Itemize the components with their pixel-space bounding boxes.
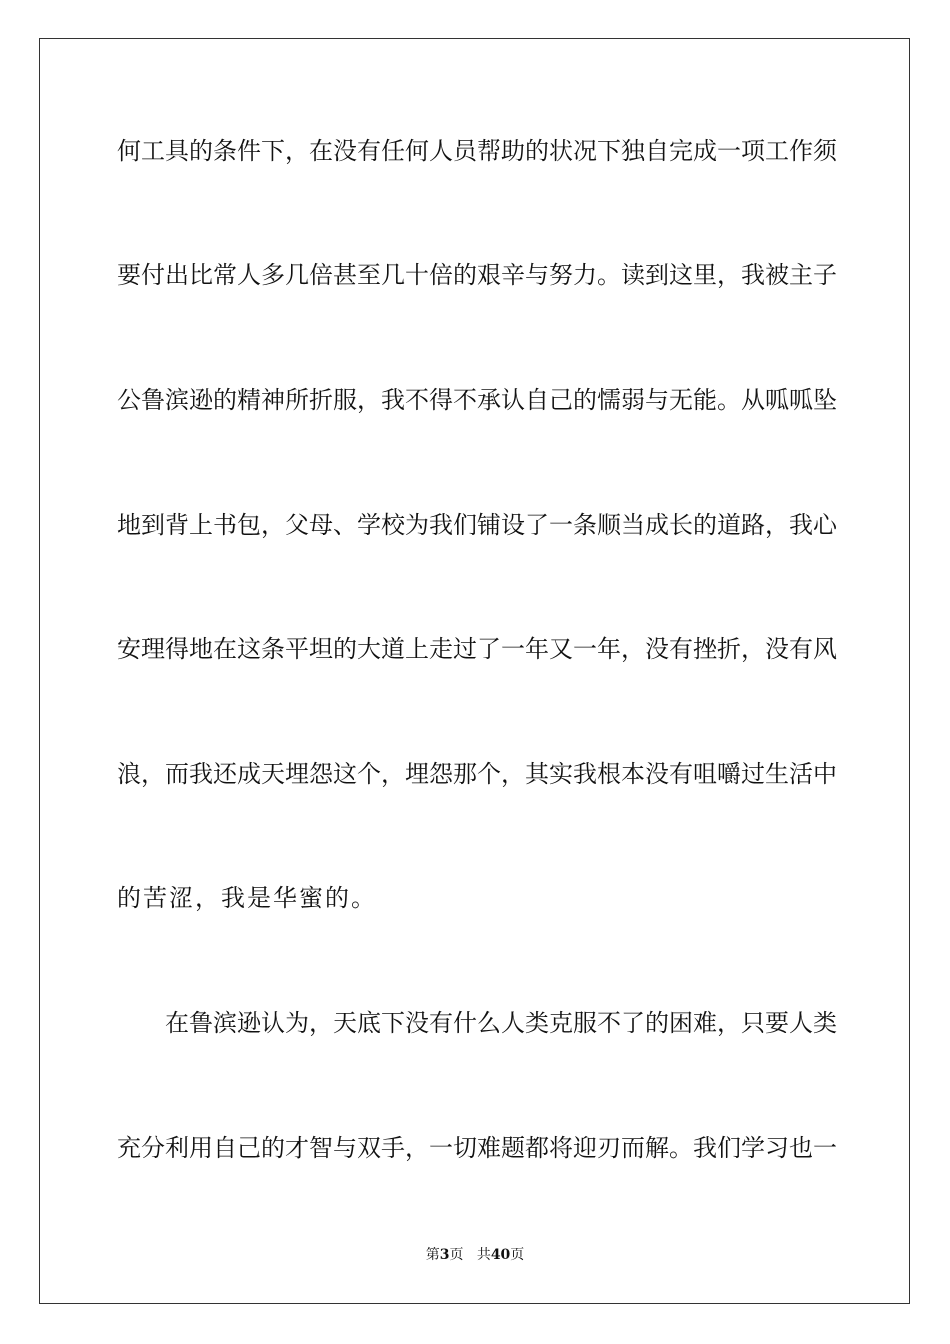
text-char: 当 [621,511,645,539]
text-char: 人 [429,137,453,165]
body-line-8-indented [165,1008,837,1038]
text-char: 有 [429,1009,453,1037]
text-char: 人 [501,1009,525,1037]
text-char: 折 [309,386,333,414]
text-char: 要 [117,261,141,289]
text-char: 在 [213,635,237,663]
text-char: 都 [525,1134,549,1162]
text-char: 不 [597,1009,621,1037]
body-line-4 [117,510,837,540]
text-char: 们 [717,1134,741,1162]
text-char: 难 [693,1009,717,1037]
text-char: 年 [597,635,621,663]
text-char: 埋 [405,760,429,788]
text-char: 了 [477,635,501,663]
text-char: 怨 [429,760,453,788]
text-char: 被 [765,261,789,289]
text-char: 我 [189,760,213,788]
text-char: 逊 [189,386,213,414]
text-char: 上 [405,635,429,663]
text-char: ， [717,261,741,289]
text-char: 解 [645,1134,669,1162]
text-char: 一 [813,1134,837,1162]
text-char: 主 [789,261,813,289]
text-char: 条 [573,511,597,539]
total-label-prefix: 共 [476,1247,491,1263]
text-char: 与 [645,386,669,414]
text-char: 能 [693,386,717,414]
body-line-2 [117,260,837,290]
text-char: 实 [549,760,573,788]
text-char: 完 [669,137,693,165]
page-border [39,38,910,1304]
text-char: 成 [693,137,717,165]
text-char: 过 [453,635,477,663]
text-char: 根 [597,760,621,788]
text-char: 刃 [597,1134,621,1162]
text-char: 也 [789,1134,813,1162]
text-char: 顺 [597,511,621,539]
text-char: 题 [501,1134,525,1162]
text-char: 活 [789,760,813,788]
text-char: 了 [621,1009,645,1037]
text-char: 道 [717,511,741,539]
text-char: 在 [165,1009,189,1037]
text-char: 己 [237,1134,261,1162]
text-char: ， [741,635,765,663]
text-char: 挫 [693,635,717,663]
text-char: 克 [549,1009,573,1037]
text-char: 一 [573,635,597,663]
text-char: ， [381,760,405,788]
text-char: 下 [261,137,285,165]
text-char: 多 [261,261,285,289]
page-footer [0,1246,950,1264]
text-char: 要 [765,1009,789,1037]
text-char: 人 [237,261,261,289]
text-char: 折 [717,635,741,663]
text-char: 充 [117,1134,141,1162]
text-char: 读 [621,261,645,289]
text-char: 服 [573,1009,597,1037]
text-char: 我 [573,760,597,788]
text-char: 鲁 [189,1009,213,1037]
text-char: 员 [453,137,477,165]
text-char: 须 [813,137,837,165]
text-char: 个 [357,760,381,788]
text-char: 的 [645,1009,669,1037]
text-char: 倍 [429,261,453,289]
text-char: 地 [117,511,141,539]
text-char: 里 [693,261,717,289]
text-char: 长 [669,511,693,539]
text-char: 艰 [477,261,501,289]
text-char: 。 [669,1134,693,1162]
text-char: 神 [261,386,285,414]
text-char: 又 [549,635,573,663]
total-pages: 40 [490,1247,511,1263]
text-char: 地 [189,635,213,663]
text-char: 成 [237,760,261,788]
text-char: 理 [141,635,165,663]
text-char: 类 [525,1009,549,1037]
text-char: 比 [189,261,213,289]
text-char: 天 [261,760,285,788]
text-char: 鲁 [141,386,165,414]
page-label-suffix: 页 [449,1247,464,1263]
text-char: 条 [213,137,237,165]
text-char: 服 [333,386,357,414]
text-char: 们 [453,511,477,539]
text-char: 任 [381,137,405,165]
text-char: 呱 [765,386,789,414]
text-char: 的 [213,386,237,414]
text-char: 条 [261,635,285,663]
text-char: 迎 [573,1134,597,1162]
total-label-suffix: 页 [510,1247,525,1263]
text-char: 而 [621,1134,645,1162]
text-char: 背 [165,511,189,539]
text-char: 走 [429,635,453,663]
text-char: 我 [429,511,453,539]
text-char: 子 [813,261,837,289]
text-char: 何 [405,137,429,165]
text-char: 帮 [477,137,501,165]
text-char: 埋 [285,760,309,788]
text-char: 力 [573,261,597,289]
text-char: 没 [645,635,669,663]
text-char: 下 [381,1009,405,1037]
text-char: 学 [741,1134,765,1162]
text-char: 到 [645,261,669,289]
text-char: 手 [381,1134,405,1162]
text-char: 大 [357,635,381,663]
text-char: 上 [189,511,213,539]
text-char: 常 [213,261,237,289]
body-line-6 [117,759,837,789]
text-char: 其 [525,760,549,788]
text-char: 浪 [117,760,141,788]
text-char: 况 [573,137,597,165]
text-char: 承 [477,386,501,414]
text-char: 的 [573,386,597,414]
text-char: 双 [357,1134,381,1162]
text-char: 何 [117,137,141,165]
text-char: 我 [693,1134,717,1162]
text-char: 公 [117,386,141,414]
text-char: 十 [405,261,429,289]
text-char: 的 [693,511,717,539]
text-char: 成 [645,511,669,539]
text-char: ， [621,635,645,663]
text-char: 道 [381,635,405,663]
text-char: ， [261,511,285,539]
text-char: 个 [477,760,501,788]
text-char: 得 [429,386,453,414]
text-char: 人 [789,1009,813,1037]
text-char: 切 [453,1134,477,1162]
page-label-prefix: 第 [425,1247,440,1263]
text-char: 出 [165,261,189,289]
text-char: 利 [165,1134,189,1162]
text-char: 付 [141,261,165,289]
text-char: 下 [597,137,621,165]
text-char: 有 [357,137,381,165]
text-char: 到 [141,511,165,539]
text-char: 几 [285,261,309,289]
body-line-9 [117,1133,837,1163]
text-char: 这 [333,760,357,788]
text-char: 咀 [693,760,717,788]
text-char: ， [285,137,309,165]
text-char: 在 [309,137,333,165]
text-char: 助 [501,137,525,165]
text-char: 中 [813,760,837,788]
text-char: 至 [357,261,381,289]
text-char: 坦 [309,635,333,663]
text-char: 一 [717,137,741,165]
text-char: 认 [261,1009,285,1037]
text-char: 自 [213,1134,237,1162]
text-char: 件 [237,137,261,165]
text-char: 认 [501,386,525,414]
text-char: 母 [309,511,333,539]
text-char: 用 [189,1134,213,1162]
text-char: 书 [213,511,237,539]
text-char: 一 [549,511,573,539]
text-char: 类 [813,1009,837,1037]
text-char: 辛 [501,261,525,289]
text-char: 才 [285,1134,309,1162]
text-char: 有 [669,760,693,788]
text-char: 。 [597,261,621,289]
text-char: 分 [141,1134,165,1162]
body-line-5 [117,634,837,664]
text-char: 几 [381,261,405,289]
text-char: 独 [621,137,645,165]
body-line-7: 的苦涩，我是华蜜的。 [117,884,377,912]
text-char: 的 [525,137,549,165]
text-char: ， [357,386,381,414]
text-char: 不 [405,386,429,414]
text-char: 与 [333,1134,357,1162]
text-char: 校 [381,511,405,539]
text-char: 己 [549,386,573,414]
body-line-3 [117,385,837,415]
text-char: 没 [333,137,357,165]
text-char: 自 [645,137,669,165]
text-char: 没 [765,635,789,663]
text-char: 风 [813,635,837,663]
text-char: ， [405,1134,429,1162]
text-char: 我 [381,386,405,414]
text-char: 项 [741,137,765,165]
text-char: 还 [213,760,237,788]
text-char: 有 [669,635,693,663]
text-char: 得 [165,635,189,663]
text-char: ， [717,1009,741,1037]
text-char: 年 [525,635,549,663]
text-char: 不 [453,386,477,414]
text-char: 路 [741,511,765,539]
body-line-1 [117,136,837,166]
text-char: 具 [165,137,189,165]
text-char: 生 [765,760,789,788]
text-char: 、 [333,511,357,539]
text-char: 的 [261,1134,285,1162]
text-char: 为 [405,511,429,539]
text-char: 。 [717,386,741,414]
text-char: 弱 [621,386,645,414]
text-char: 从 [741,386,765,414]
text-char: 没 [645,760,669,788]
text-char: 努 [549,261,573,289]
text-char: 了 [525,511,549,539]
text-char: 甚 [333,261,357,289]
text-char: 没 [405,1009,429,1037]
text-char: 困 [669,1009,693,1037]
text-char: 过 [741,760,765,788]
text-char: 心 [813,511,837,539]
text-char: 的 [189,137,213,165]
text-char: 安 [117,635,141,663]
text-char: 本 [621,760,645,788]
text-char: 工 [765,137,789,165]
text-char: 作 [789,137,813,165]
text-char: 那 [453,760,477,788]
text-char: 一 [429,1134,453,1162]
text-char: 滨 [165,386,189,414]
text-char: 精 [237,386,261,414]
text-char: 坠 [813,386,837,414]
text-char: 嚼 [717,760,741,788]
text-char: ， [765,511,789,539]
text-char: 的 [333,635,357,663]
text-char: 么 [477,1009,501,1037]
text-char: 与 [525,261,549,289]
text-char: 倍 [309,261,333,289]
text-char: 学 [357,511,381,539]
text-char: ， [309,1009,333,1037]
text-char: 习 [765,1134,789,1162]
text-char: 铺 [477,511,501,539]
text-char: 底 [357,1009,381,1037]
text-char: 无 [669,386,693,414]
text-char: 平 [285,635,309,663]
text-char: ， [141,760,165,788]
text-char: 将 [549,1134,573,1162]
text-char: 我 [789,511,813,539]
text-char: 怨 [309,760,333,788]
text-char: 包 [237,511,261,539]
text-char: 一 [501,635,525,663]
text-char: 有 [789,635,813,663]
text-char: 这 [237,635,261,663]
text-char: 设 [501,511,525,539]
text-char: 所 [285,386,309,414]
text-char: 逊 [237,1009,261,1037]
text-char: 只 [741,1009,765,1037]
text-char: 什 [453,1009,477,1037]
text-char: ， [501,760,525,788]
text-char: 滨 [213,1009,237,1037]
text-char: 的 [453,261,477,289]
text-char: 我 [741,261,765,289]
text-char: 父 [285,511,309,539]
text-char: 天 [333,1009,357,1037]
text-char: 懦 [597,386,621,414]
text-char: 智 [309,1134,333,1162]
text-char: 为 [285,1009,309,1037]
text-char: 而 [165,760,189,788]
text-char: 难 [477,1134,501,1162]
text-char: 呱 [789,386,813,414]
text-char: 这 [669,261,693,289]
text-char: 状 [549,137,573,165]
page-number: 3 [439,1247,450,1263]
text-char: 自 [525,386,549,414]
text-char: 工 [141,137,165,165]
